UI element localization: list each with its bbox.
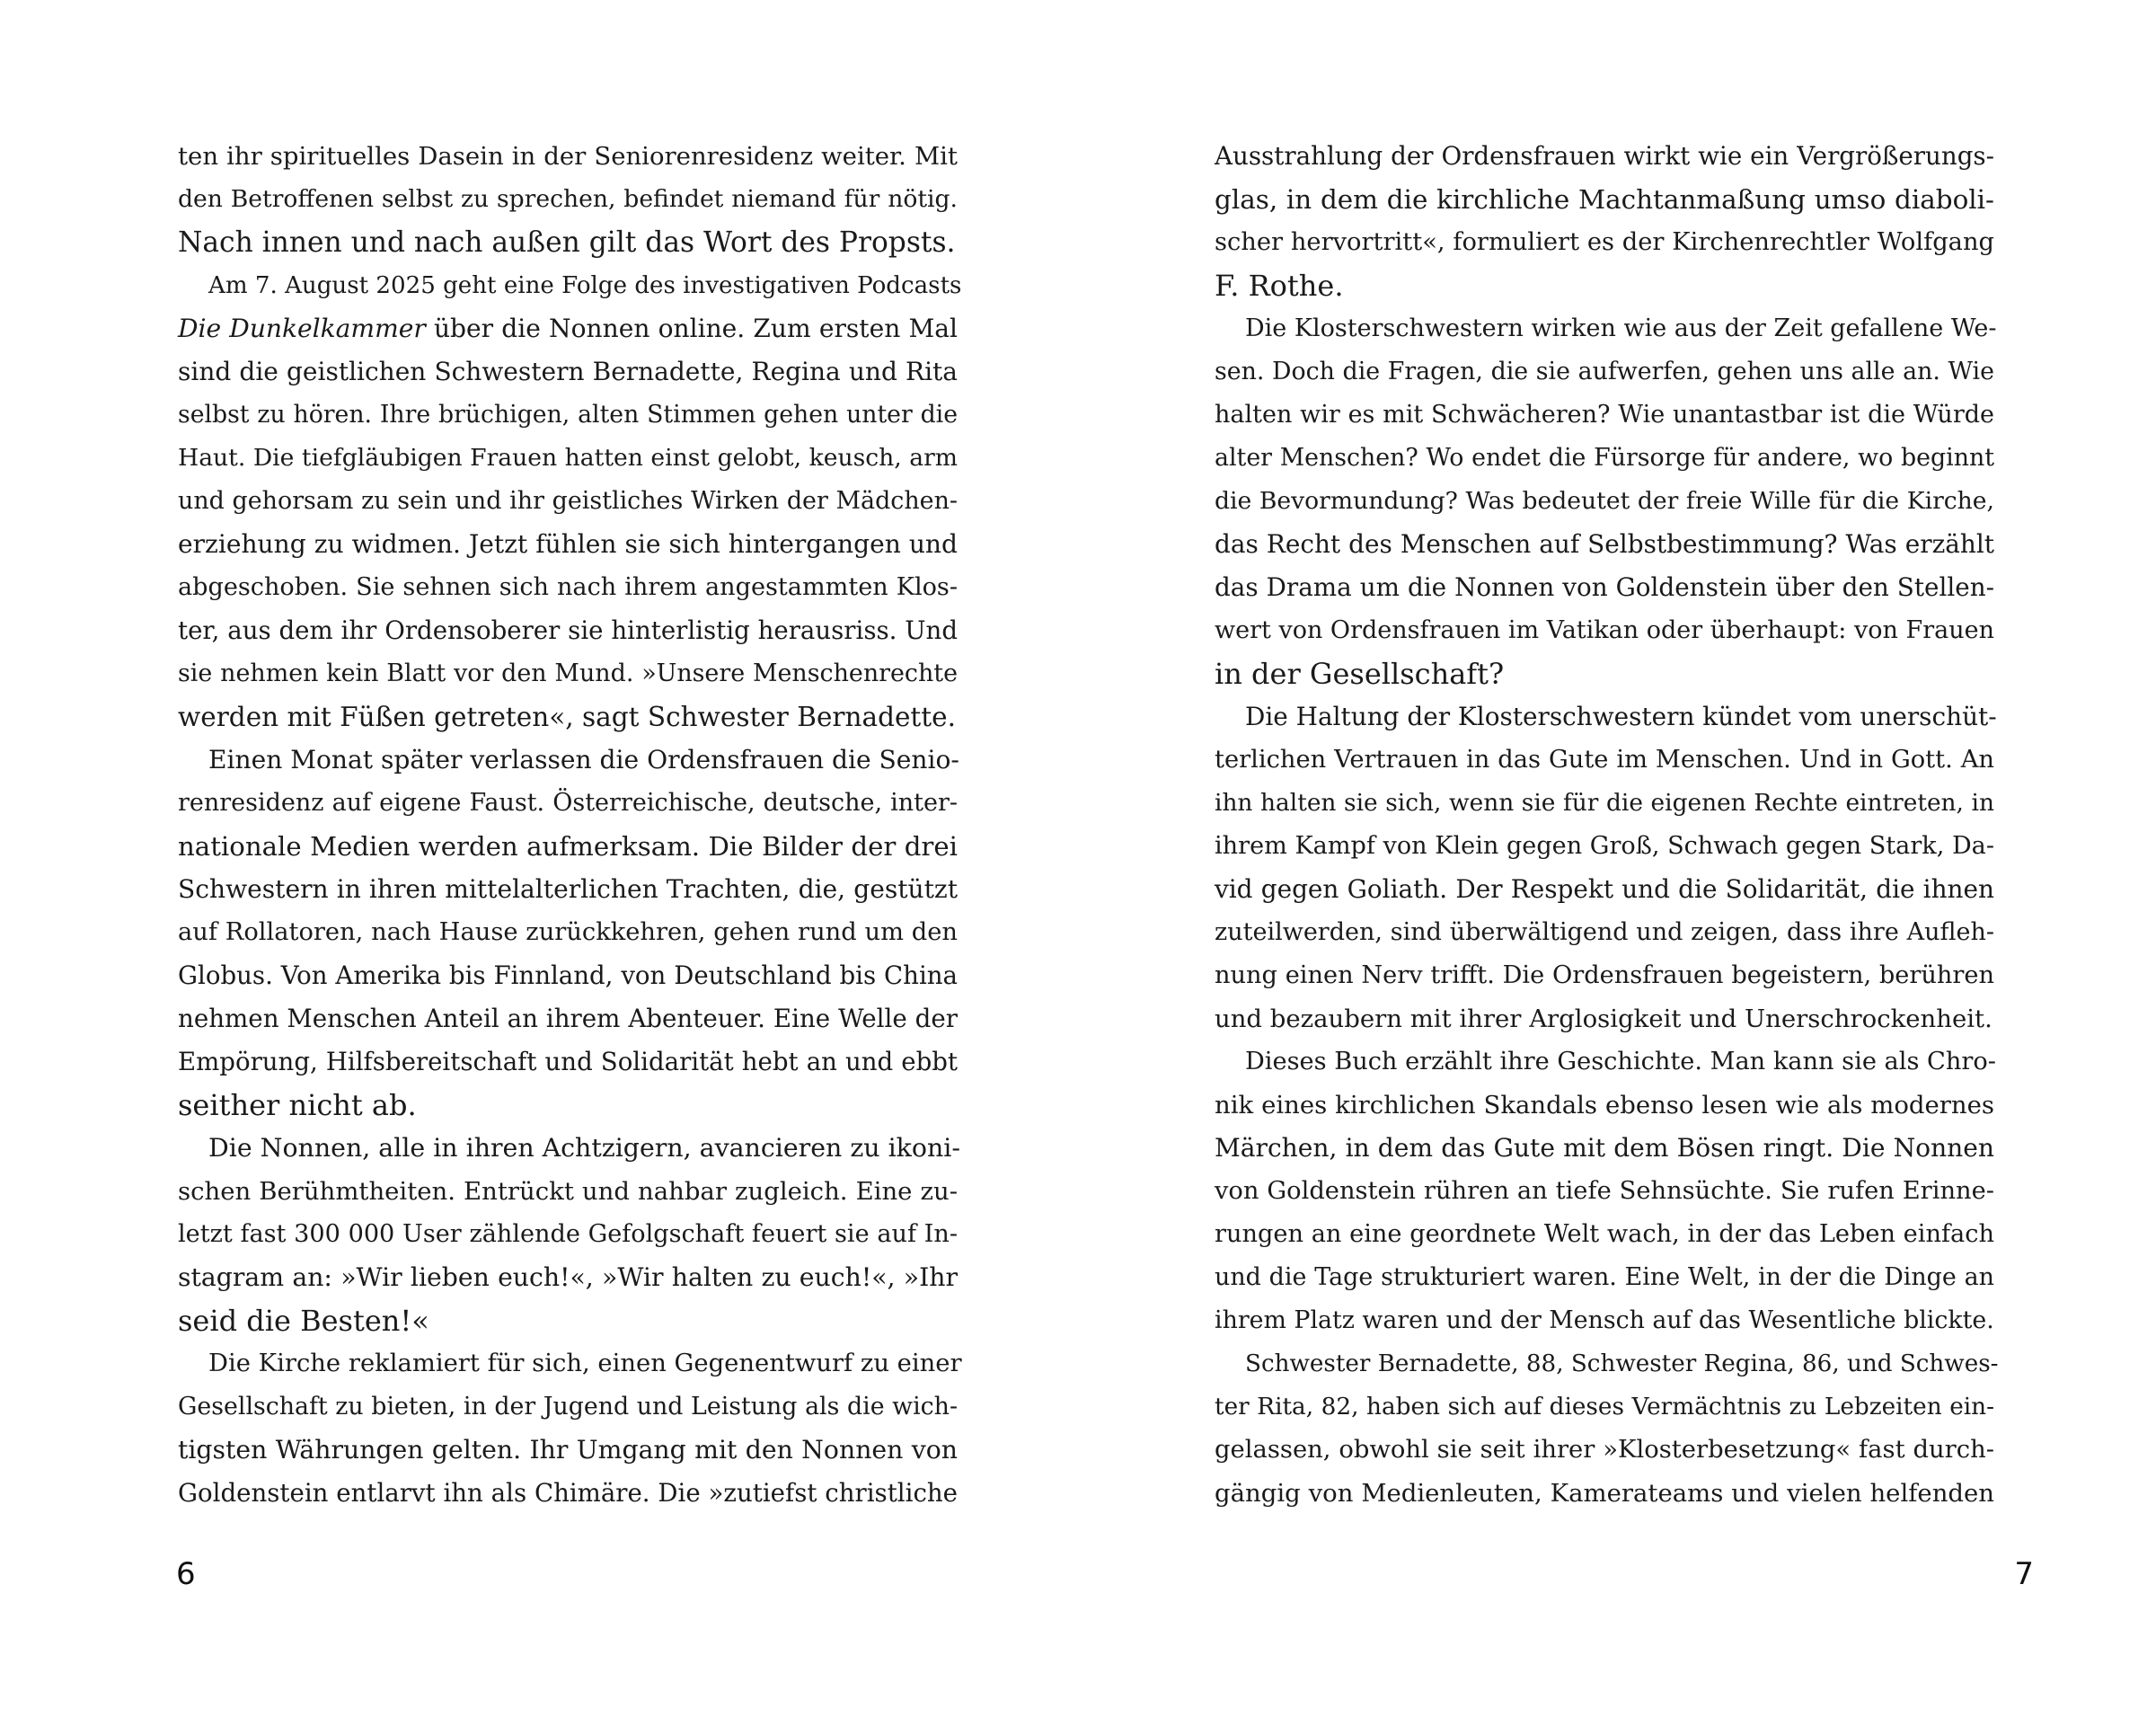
text-line: glas, in dem die kirchliche Machtanmaßung umso diaboli-	[1215, 184, 1994, 215]
text-line-rest: über die Nonnen online. Zum ersten Mal	[425, 314, 958, 343]
text-line: nik eines kirchlichen Skandals ebenso lesen wie als modernes	[1215, 1091, 1994, 1120]
text-line: den Betroffenen selbst zu sprechen, befindet niemand für nötig.	[178, 185, 958, 213]
text-line: tigsten Währungen gelten. Ihr Umgang mit den Nonnen von	[178, 1435, 958, 1465]
text-line: Nach innen und nach außen gilt das Wort des Propsts.	[178, 226, 956, 259]
paragraph-start-line: Einen Monat später verlassen die Ordensfrauen die Senio-	[208, 745, 959, 774]
right-page-text	[1215, 135, 1999, 1515]
text-line: vid gegen Goliath. Der Respekt und die Solidarität, die ihnen	[1215, 874, 1994, 904]
text-line: halten wir es mit Schwächeren? Wie unantastbar ist die Würde	[1215, 401, 1994, 429]
text-line: ihrem Kampf von Klein gegen Groß, Schwach gegen Stark, Da-	[1215, 832, 1994, 860]
text-line: ter, aus dem ihr Ordensoberer sie hinterlistig herausriss. Und	[178, 615, 958, 645]
paragraph-start-line: Die Klosterschwestern wirken wie aus der Zeit gefallene We-	[1245, 314, 1997, 342]
text-line	[178, 307, 958, 350]
paragraph-start-line: Die Haltung der Klosterschwestern kündet vom unerschüt-	[1245, 702, 1997, 731]
text-line: Empörung, Hilfsbereitschaft und Solidarität hebt an und ebbt	[178, 1047, 958, 1076]
text-line: nung einen Nerv trifft. Die Ordensfrauen begeistern, berühren	[1215, 961, 1994, 989]
text-line: in der Gesellschaft?	[1215, 657, 1505, 691]
right-page	[1078, 0, 2156, 1717]
text-line: letzt fast 300 000 User zählende Gefolgschaft feuert sie auf In-	[178, 1220, 958, 1248]
text-line: nehmen Menschen Anteil an ihrem Abenteuer. Eine Welle der	[178, 1004, 958, 1033]
text-line: sie nehmen kein Blatt vor den Mund. »Unsere Menschenrechte	[178, 659, 958, 687]
text-line: Ausstrahlung der Ordensfrauen wirkt wie ein Vergrößerungs-	[1215, 141, 1994, 171]
text-line: werden mit Füßen getreten«, sagt Schwester Bernadette.	[178, 702, 956, 732]
text-line: nationale Medien werden aufmerksam. Die Bilder der drei	[178, 831, 958, 862]
text-line: und die Tage strukturiert waren. Eine Welt, in der die Dinge an	[1215, 1263, 1994, 1291]
text-line: rungen an eine geordnete Welt wach, in der das Leben einfach	[1215, 1220, 1994, 1248]
text-line: ihrem Platz waren und der Mensch auf das Wesentliche blickte.	[1215, 1306, 1994, 1334]
text-line: stagram an: »Wir lieben euch!«, »Wir halten zu euch!«, »Ihr	[178, 1262, 958, 1292]
text-line: Haut. Die tiefgläubigen Frauen hatten einst gelobt, keusch, arm	[178, 444, 958, 472]
text-line: zuteilwerden, sind überwältigend und zeigen, dass ihre Aufleh-	[1215, 918, 1994, 946]
paragraph-start-line: Schwester Bernadette, 88, Schwester Regina, 86, und Schwes-	[1245, 1350, 1999, 1377]
text-line: renresidenz auf eigene Faust. Österreichische, deutsche, inter-	[178, 789, 958, 817]
text-line: seither nicht ab.	[178, 1088, 417, 1122]
text-line: abgeschoben. Sie sehnen sich nach ihrem angestammten Klos-	[178, 573, 958, 601]
left-page-text	[178, 135, 962, 1515]
text-line: schen Berühmtheiten. Entrückt und nahbar zugleich. Eine zu-	[178, 1177, 958, 1206]
text-line: selbst zu hören. Ihre brüchigen, alten Stimmen gehen unter die	[178, 401, 958, 429]
page-number: 6	[176, 1556, 196, 1592]
text-line: Globus. Von Amerika bis Finnland, von Deutschland bis China	[178, 960, 958, 990]
text-line: die Bevormundung? Was bedeutet der freie Wille für die Kirche,	[1215, 487, 1994, 515]
text-line: und bezaubern mit ihrer Arglosigkeit und Unerschrockenheit.	[1215, 1005, 1993, 1033]
text-line: auf Rollatoren, nach Hause zurückkehren, gehen rund um den	[178, 918, 958, 946]
text-line: seid die Besten!«	[178, 1304, 429, 1338]
text-line: ter Rita, 82, haben sich auf dieses Vermächtnis zu Lebzeiten ein-	[1215, 1394, 1994, 1421]
text-line: terlichen Vertrauen in das Gute im Menschen. Und in Gott. An	[1215, 746, 1994, 774]
text-line: das Drama um die Nonnen von Goldenstein über den Stellen-	[1215, 572, 1994, 602]
paragraph-start-line: Am 7. August 2025 geht eine Folge des investigativen Podcasts	[208, 272, 962, 299]
text-line: ihn halten sie sich, wenn sie für die eigenen Rechte eintreten, in	[1215, 789, 1994, 817]
text-line: Märchen, in dem das Gute mit dem Bösen ringt. Die Nonnen	[1215, 1133, 1994, 1163]
text-line: das Recht des Menschen auf Selbstbestimmung? Was erzählt	[1215, 529, 1994, 559]
text-line: ten ihr spirituelles Dasein in der Seniorenresidenz weiter. Mit	[178, 142, 958, 171]
text-line: gängig von Medienleuten, Kamerateams und vielen helfenden	[1215, 1479, 1994, 1508]
text-line: sen. Doch die Fragen, die sie aufwerfen, gehen uns alle an. Wie	[1215, 358, 1994, 385]
text-line: gelassen, obwohl sie seit ihrer »Klosterbesetzung« fast durch-	[1215, 1436, 1994, 1464]
text-line: F. Rothe.	[1215, 269, 1344, 303]
podcast-title: Die Dunkelkammer	[178, 314, 426, 343]
text-line: sind die geistlichen Schwestern Bernadette, Regina und Rita	[178, 357, 958, 386]
text-line: wert von Ordensfrauen im Vatikan oder überhaupt: von Frauen	[1215, 616, 1994, 644]
text-line: von Goldenstein rühren an tiefe Sehnsüchte. Sie rufen Erinne-	[1215, 1177, 1994, 1205]
text-line: Goldenstein entlarvt ihn als Chimäre. Die »zutiefst christliche	[178, 1478, 958, 1508]
paragraph-start-line: Die Kirche reklamiert für sich, einen Gegenentwurf zu einer	[208, 1350, 962, 1377]
paragraph-start-line: Die Nonnen, alle in ihren Achtzigern, avancieren zu ikoni-	[208, 1133, 960, 1163]
paragraph-start-line: Dieses Buch erzählt ihre Geschichte. Man kann sie als Chro-	[1245, 1048, 1996, 1075]
text-line: Gesellschaft zu bieten, in der Jugend und Leistung als die wich-	[178, 1393, 958, 1421]
text-line: Schwestern in ihren mittelalterlichen Trachten, die, gestützt	[178, 874, 958, 904]
text-line: scher hervortritt«, formuliert es der Kirchenrechtler Wolfgang	[1215, 228, 1994, 256]
text-line: erziehung zu widmen. Jetzt fühlen sie sich hintergangen und	[178, 529, 958, 559]
text-line: und gehorsam zu sein und ihr geistliches Wirken der Mädchen-	[178, 487, 958, 515]
page-number: 7	[2014, 1556, 2034, 1592]
text-line: alter Menschen? Wo endet die Fürsorge für andere, wo beginnt	[1215, 444, 1994, 472]
